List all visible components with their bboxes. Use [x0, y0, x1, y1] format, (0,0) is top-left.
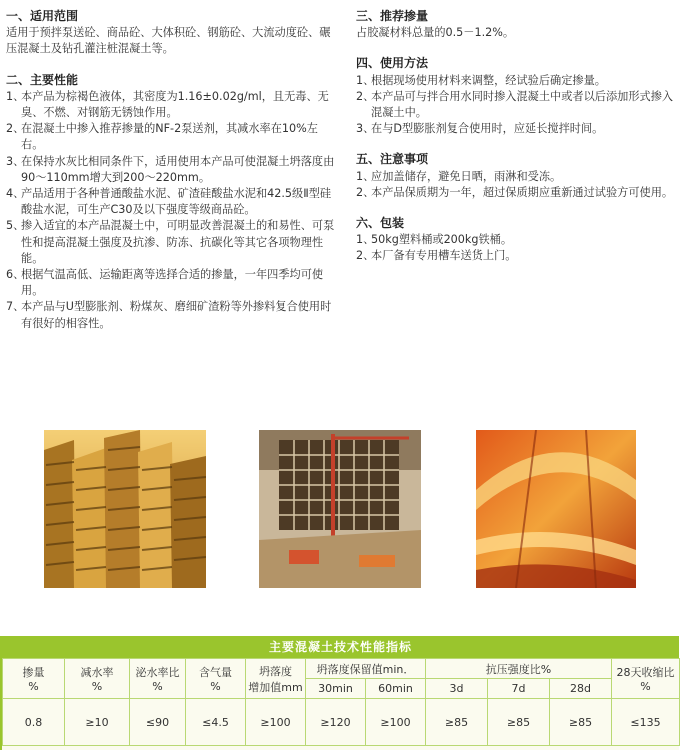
- item-text: 在与D型膨胀剂复合使用时，应延长搅拌时间。: [371, 122, 604, 136]
- item-number: 2、: [356, 89, 375, 103]
- section-performance: [6, 72, 336, 332]
- item-text: 本产品为棕褐色液体，其密度为1.16±0.02g/ml，且无毒、无臭、不燃、对钢筋无锈蚀作用。: [21, 89, 329, 120]
- item-text: 应加盖储存，避免日晒，雨淋和受冻。: [371, 169, 562, 183]
- list-item: [6, 267, 336, 299]
- right-column: [356, 8, 674, 279]
- header-dosage: 掺量 %: [3, 659, 65, 699]
- left-column: [6, 8, 336, 346]
- value-slump-30: ≥120: [306, 699, 366, 746]
- item-text: 根据现场使用材料来调整，经试验后确定掺量。: [371, 73, 606, 87]
- item-text: 本产品与U型膨胀剂、粉煤灰、磨细矿渣粉等外掺料复合使用时有很好的相容性。: [21, 300, 332, 330]
- value-bleeding-ratio: ≤90: [130, 699, 186, 746]
- item-number: 4、: [6, 187, 25, 201]
- section-title: 一、适用范围: [6, 9, 79, 23]
- value-slump-increase: ≥100: [246, 699, 306, 746]
- header-slump-increase: 坍落度 增加值mm: [246, 659, 306, 699]
- item-number: 1、: [356, 169, 375, 183]
- spec-table-title: 主要混凝土技术性能指标: [2, 636, 679, 658]
- section-title: 六、包装: [356, 216, 405, 231]
- list-item: [6, 154, 336, 186]
- list-item: [6, 186, 336, 218]
- section-usage: [356, 55, 674, 137]
- item-number: 3、: [356, 122, 375, 136]
- item-text: 根据气温高低、运输距离等选择合适的掺量，一年四季均可使用。: [21, 268, 324, 298]
- header-slump-30: 30min: [306, 679, 366, 699]
- item-number: 7、: [6, 300, 25, 314]
- header-compressive: 抗压强度比%: [426, 659, 612, 679]
- item-text: 50kg塑料桶或200kg铁桶。: [371, 233, 513, 247]
- section-dosage: [356, 8, 674, 41]
- header-air-content: 含气量 %: [186, 659, 246, 699]
- item-number: 1、: [356, 73, 375, 87]
- item-text: 本产品保质期为一年，超过保质期应重新通过试验方可使用。: [371, 185, 674, 199]
- high-rise-buildings-photo: [44, 430, 206, 588]
- header-7d: 7d: [488, 679, 550, 699]
- spec-table-panel: [0, 636, 679, 750]
- value-water-reduction: ≥10: [65, 699, 130, 746]
- item-text: 本厂备有专用槽车送货上门。: [371, 249, 517, 263]
- table-header-row: [3, 659, 680, 679]
- list-item: [356, 232, 674, 248]
- item-text: 本产品可与拌合用水同时掺入混凝土中或者以后添加形式掺入混凝土中。: [371, 89, 674, 120]
- value-7d: ≥85: [488, 699, 550, 746]
- spec-table: [2, 658, 680, 746]
- item-number: 2、: [356, 185, 375, 199]
- section-title: 三、推荐掺量: [356, 9, 429, 23]
- list-item: [6, 218, 336, 267]
- value-dosage: 0.8: [3, 699, 65, 746]
- item-text: 产品适用于各种普通酸盐水泥、矿渣硅酸盐水泥和42.5级Ⅱ型硅酸盐水泥，可生产C30及以下强度等级商品砼。: [21, 187, 332, 217]
- list-item: [356, 73, 674, 89]
- list-item: [356, 89, 674, 121]
- section-notes: [356, 151, 674, 201]
- list-item: [356, 185, 674, 201]
- value-air-content: ≤4.5: [186, 699, 246, 746]
- section-title: 五、注意事项: [356, 152, 429, 167]
- photo-strip: [0, 430, 681, 588]
- section-text: 适用于预拌泵送砼、商品砼、大体积砼、钢筋砼、大流动度砼、碾压混凝土及钻孔灌注桩混凝土等。: [6, 26, 331, 56]
- list-item: [356, 121, 674, 137]
- table-row: [3, 699, 680, 746]
- section-title: 四、使用方法: [356, 56, 429, 71]
- list-item: [6, 89, 336, 121]
- item-number: 5、: [6, 219, 25, 233]
- pipeline-interior-photo: [476, 430, 636, 588]
- item-number: 3、: [6, 154, 25, 168]
- item-text: 在混凝土中掺入推荐掺量的NF-2泵送剂，其减水率在10%左右。: [21, 122, 318, 152]
- header-bleeding-ratio: 泌水率比 %: [130, 659, 186, 699]
- list-item: [356, 248, 674, 264]
- header-water-reduction: 减水率 %: [65, 659, 130, 699]
- header-shrinkage: 28天收缩比 %: [612, 659, 680, 699]
- value-28d: ≥85: [550, 699, 612, 746]
- section-scope: [6, 8, 336, 58]
- list-item: [356, 169, 674, 185]
- item-number: 2、: [356, 249, 375, 263]
- item-number: 6、: [6, 268, 25, 282]
- item-number: 1、: [356, 233, 375, 247]
- list-item: [6, 121, 336, 153]
- header-3d: 3d: [426, 679, 488, 699]
- section-text: 占胶凝材料总量的0.5－1.2%。: [356, 26, 515, 40]
- item-text: 在保持水灰比相同条件下，适用使用本产品可使混凝土坍落度由90～110mm增大到200～220mm。: [21, 154, 335, 184]
- value-3d: ≥85: [426, 699, 488, 746]
- construction-site-photo: [259, 430, 421, 588]
- header-slump-60: 60min: [366, 679, 426, 699]
- section-title: 二、主要性能: [6, 72, 79, 87]
- section-packaging: [356, 215, 674, 265]
- header-slump-retention: 坍落度保留值min．: [306, 659, 426, 679]
- list-item: [6, 299, 336, 331]
- value-shrinkage: ≤135: [612, 699, 680, 746]
- item-text: 掺入适宜的本产品混凝土中，可明显改善混凝土的和易性、可泵性和提高混凝土强度及抗渗、防冻、抗碳化等其它各项物理性能。: [21, 219, 335, 265]
- item-number: 1、: [6, 89, 25, 103]
- header-28d: 28d: [550, 679, 612, 699]
- value-slump-60: ≥100: [366, 699, 426, 746]
- item-number: 2、: [6, 122, 25, 136]
